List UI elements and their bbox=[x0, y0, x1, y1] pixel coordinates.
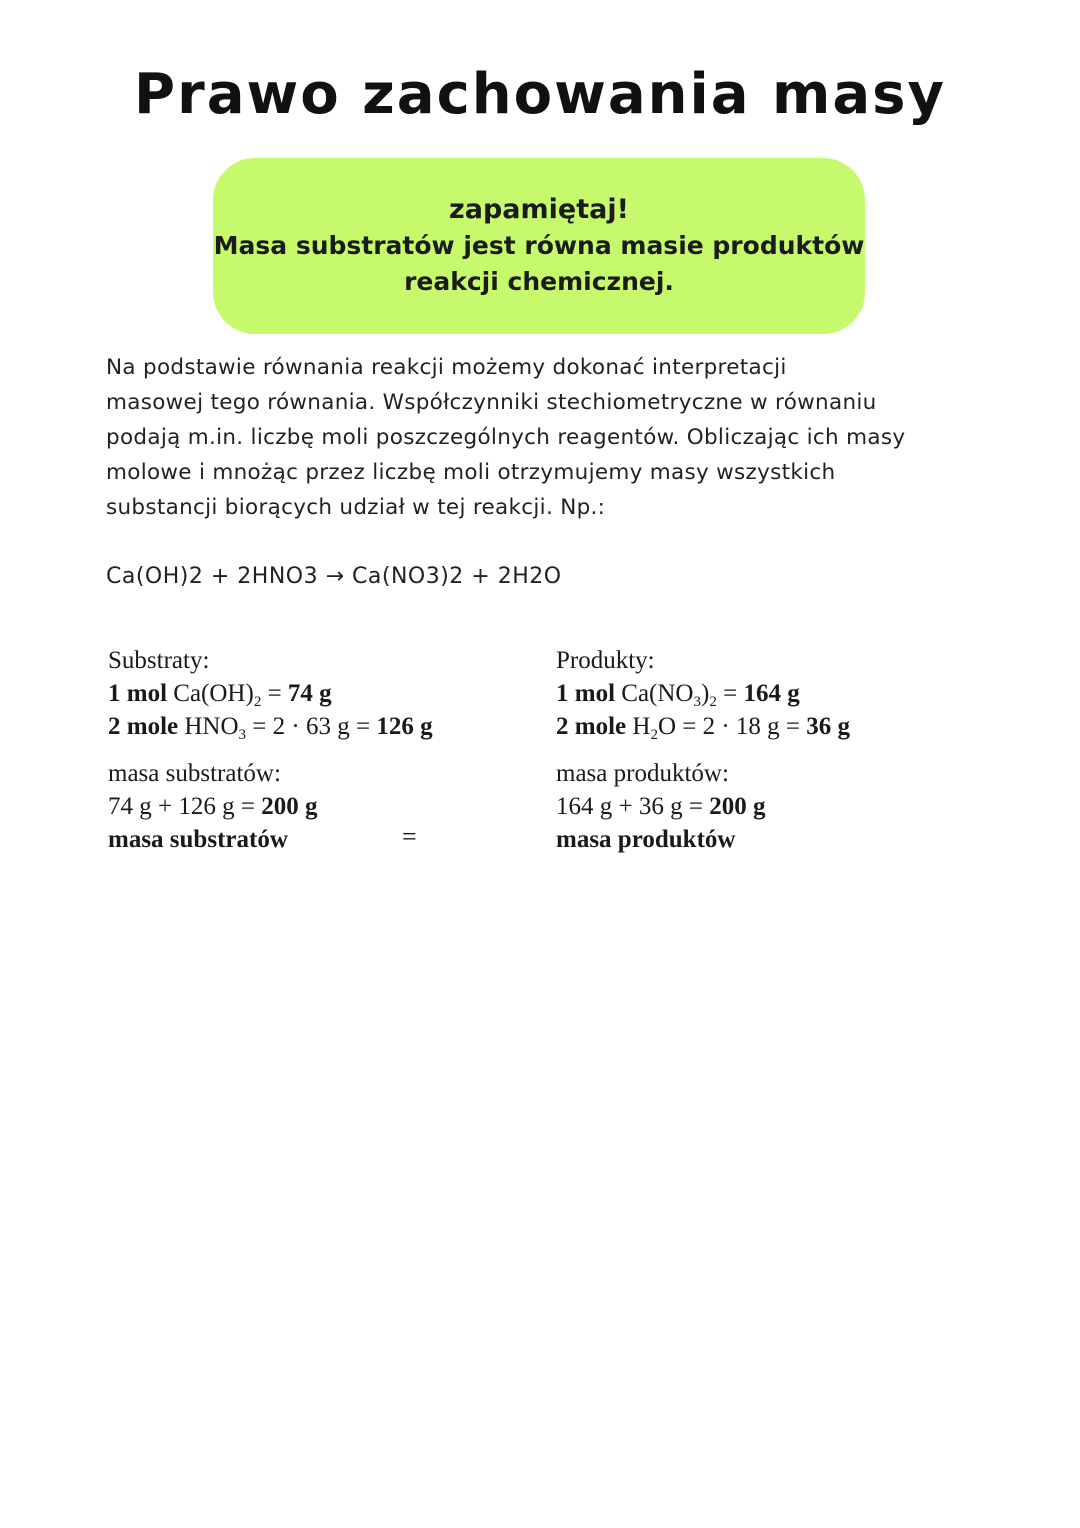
substrates-heading: Substraty: bbox=[108, 647, 210, 674]
products-final-label: masa produktów bbox=[556, 826, 736, 853]
subscript: 2 bbox=[650, 727, 658, 743]
amount: 2 mole bbox=[556, 713, 627, 740]
formula: Ca(OH) bbox=[173, 680, 254, 707]
expr: = bbox=[716, 680, 744, 707]
sum-expr: 164 g + 36 g = bbox=[556, 793, 710, 820]
subscript: 3 bbox=[238, 727, 247, 743]
formula: H bbox=[632, 713, 651, 740]
subscript: 2 bbox=[709, 694, 717, 710]
product-row-cano32 bbox=[556, 677, 976, 710]
note-heading: zapamiętaj! bbox=[449, 194, 629, 225]
page-title: Prawo zachowania masy bbox=[134, 62, 946, 127]
intro-line: masowej tego równania. Współczynniki stechiometryczne w równaniu bbox=[106, 390, 877, 415]
sum-total: 200 g bbox=[261, 793, 318, 820]
note-line-1: Masa substratów jest równa masie produktów bbox=[213, 231, 865, 260]
mass: 74 g bbox=[287, 680, 332, 707]
formula: HNO bbox=[184, 713, 239, 740]
products-sum bbox=[556, 790, 976, 823]
subscript: 2 bbox=[253, 694, 262, 710]
subscript: 3 bbox=[693, 694, 701, 710]
substrates-sum bbox=[108, 790, 528, 823]
equals-sign: = bbox=[402, 822, 417, 851]
remember-note-box bbox=[213, 158, 865, 334]
formula-mid: ) bbox=[701, 680, 710, 707]
products-heading: Produkty: bbox=[556, 647, 655, 674]
products-column bbox=[556, 644, 976, 856]
intro-line: podają m.in. liczbę moli poszczególnych reagentów. Obliczając ich masy bbox=[106, 425, 906, 450]
substrate-row-hno3 bbox=[108, 710, 528, 743]
substrate-row-caoh2 bbox=[108, 677, 528, 710]
intro-line: molowe i mnożąc przez liczbę moli otrzymujemy masy wszystkich bbox=[106, 460, 836, 485]
substrates-sum-label: masa substratów: bbox=[108, 760, 281, 787]
mass: 36 g bbox=[806, 713, 851, 740]
note-line-2: reakcji chemicznej. bbox=[404, 267, 674, 296]
formula: Ca(NO bbox=[621, 680, 694, 707]
amount: 2 mole bbox=[108, 713, 179, 740]
mass: 126 g bbox=[376, 713, 433, 740]
intro-paragraph bbox=[106, 350, 976, 525]
sum-expr: 74 g + 126 g = bbox=[108, 793, 262, 820]
products-sum-label: masa produktów: bbox=[556, 760, 729, 787]
intro-line: substancji biorących udział w tej reakcji. Np.: bbox=[106, 495, 606, 520]
amount: 1 mol bbox=[108, 680, 168, 707]
intro-line: Na podstawie równania reakcji możemy dokonać interpretacji bbox=[106, 355, 787, 380]
substrates-column bbox=[108, 644, 528, 856]
formula-mid: O bbox=[657, 713, 676, 740]
sum-total: 200 g bbox=[709, 793, 766, 820]
expr: = 2 · 18 g = bbox=[676, 713, 807, 740]
substrates-final-label: masa substratów bbox=[108, 826, 288, 853]
mass: 164 g bbox=[743, 680, 800, 707]
expr: = bbox=[261, 680, 288, 707]
reaction-equation: Ca(OH)2 + 2HNO3 → Ca(NO3)2 + 2H2O bbox=[106, 564, 562, 589]
amount: 1 mol bbox=[556, 680, 616, 707]
product-row-h2o bbox=[556, 710, 976, 743]
expr: = 2 · 63 g = bbox=[246, 713, 377, 740]
